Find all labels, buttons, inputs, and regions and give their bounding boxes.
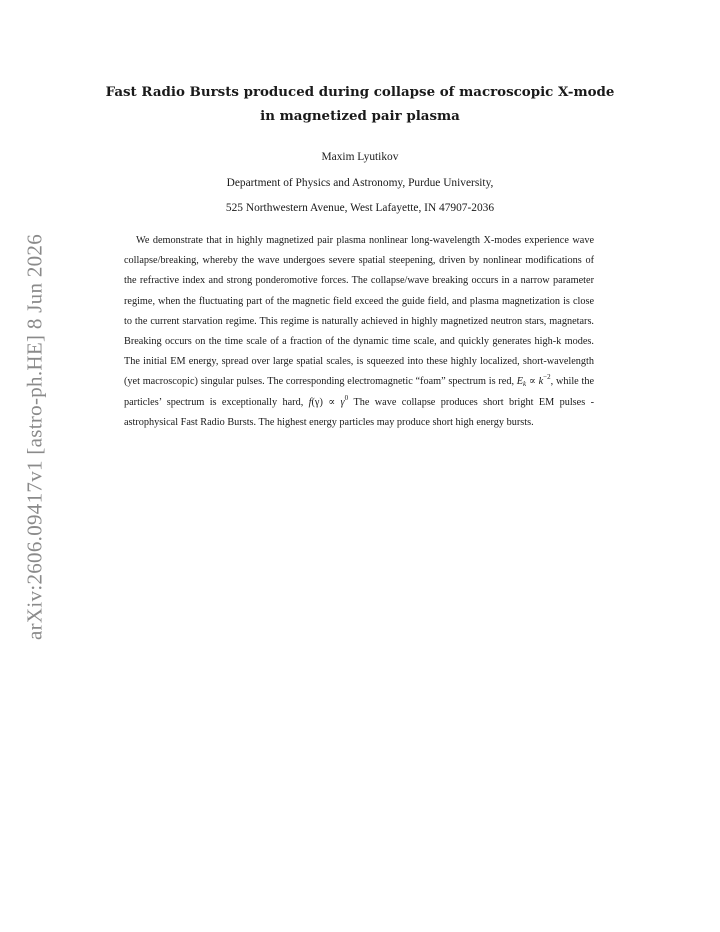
- author-name: Maxim Lyutikov: [321, 151, 399, 163]
- author-block: [100, 145, 620, 222]
- arxiv-identifier: arXiv:2606.09417v1 [astro-ph.HE] 8 Jun 2026: [22, 233, 47, 640]
- math-prop-1: ∝: [526, 376, 539, 388]
- abstract-text-2: , while the particles’ spectrum is exceptionally hard,: [124, 376, 595, 408]
- abstract-text-1: We demonstrate that in highly magnetized pair plasma nonlinear long-wavelength X-modes experience wave collapse/breaking, whereby the wave undergoes severe spatial steepening, driven by nonlinear modifications of the refractive index and strong ponderomotive forces. The collapse/wave breaking occurs in a narrow parameter regime, when the fluctuating part of the magnetic field exceed the guide field, and plasma magnetization is close to the current starvation regime. This regime is naturally achieved in highly magnetized neutron stars, magnetars. Breaking occurs on the time scale of a fraction of the dynamic time scale, and quickly generates high-k modes. The initial EM energy, spread over large spatial scales, is squeezed into these highly localized, short-wavelength (yet macroscopic) singular pulses. The corresponding electromagnetic “foam” spectrum is red,: [124, 235, 594, 388]
- math-k-var: k: [538, 376, 544, 388]
- affiliation-line-1: Department of Physics and Astronomy, Purdue University,: [226, 176, 494, 189]
- math-f-arg: (γ): [311, 396, 323, 408]
- math-k-exp: −2: [543, 373, 551, 382]
- abstract-text-3: The wave collapse produces short bright EM pulses - astrophysical Fast Radio Bursts. The highest energy particles may produce short high energy bursts.: [124, 396, 594, 428]
- math-prop-2: ∝: [322, 396, 341, 408]
- affiliation-line-2: 525 Northwestern Avenue, West Lafayette, IN 47907-2036: [225, 202, 495, 214]
- math-gamma-exp: 0: [344, 393, 349, 402]
- paper-title: Fast Radio Bursts produced during collapse of macroscopic X-mode in magnetized pair plasma: [105, 84, 615, 124]
- math-gamma-var: γ: [340, 396, 345, 408]
- math-f-var: f: [308, 396, 312, 408]
- math-ek-var: E: [516, 376, 524, 388]
- math-ek-sub-k: k: [523, 380, 527, 389]
- abstract: [124, 231, 594, 433]
